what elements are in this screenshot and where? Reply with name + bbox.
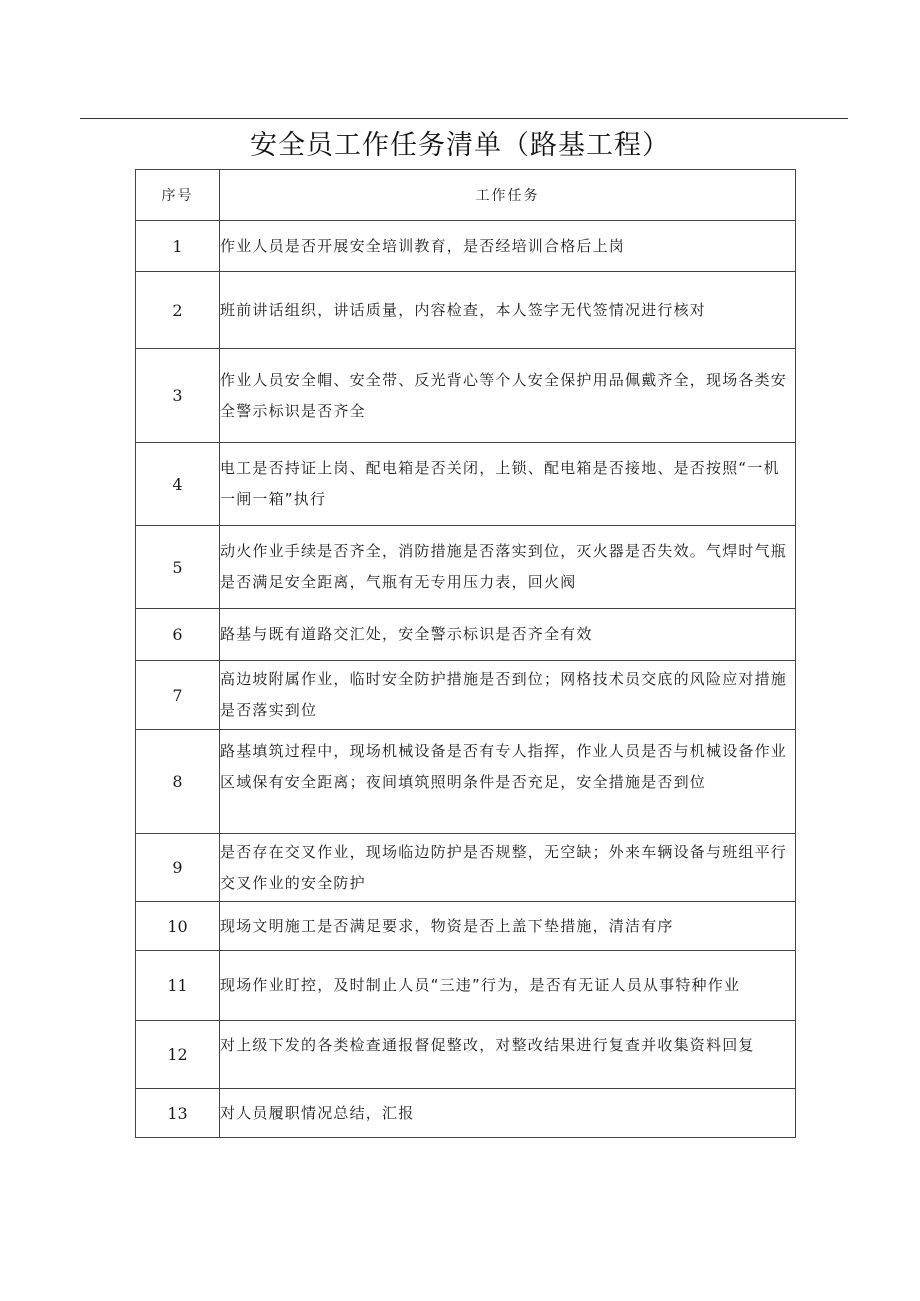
table-row	[136, 349, 796, 443]
column-header-task: 工作任务	[220, 170, 796, 221]
row-number: 1	[136, 221, 220, 272]
row-number: 13	[136, 1089, 220, 1138]
table-row	[136, 730, 796, 834]
row-number: 2	[136, 272, 220, 349]
row-task: 现场作业盯控，及时制止人员“三违”行为，是否有无证人员从事特种作业	[220, 951, 796, 1021]
column-header-no: 序号	[136, 170, 220, 221]
task-table	[135, 169, 796, 1138]
row-task: 作业人员安全帽、安全带、反光背心等个人安全保护用品佩戴齐全，现场各类安全警示标识是否齐全	[220, 349, 796, 443]
row-number: 10	[136, 902, 220, 951]
row-task: 是否存在交叉作业，现场临边防护是否规整，无空缺；外来车辆设备与班组平行交叉作业的安全防护	[220, 834, 796, 902]
row-task: 路基填筑过程中，现场机械设备是否有专人指挥，作业人员是否与机械设备作业区域保有安全距离；夜间填筑照明条件是否充足，安全措施是否到位	[220, 730, 796, 834]
row-number: 12	[136, 1021, 220, 1089]
row-number: 9	[136, 834, 220, 902]
row-number: 4	[136, 443, 220, 526]
table-row	[136, 902, 796, 951]
table-row	[136, 951, 796, 1021]
table-row	[136, 1089, 796, 1138]
row-task: 对人员履职情况总结，汇报	[220, 1089, 796, 1138]
row-task: 高边坡附属作业，临时安全防护措施是否到位；网格技术员交底的风险应对措施是否落实到位	[220, 661, 796, 730]
row-number: 7	[136, 661, 220, 730]
row-task: 动火作业手续是否齐全，消防措施是否落实到位，灭火器是否失效。气焊时气瓶是否满足安全距离，气瓶有无专用压力表，回火阀	[220, 526, 796, 609]
row-task: 作业人员是否开展安全培训教育，是否经培训合格后上岗	[220, 221, 796, 272]
row-number: 11	[136, 951, 220, 1021]
row-task: 对上级下发的各类检查通报督促整改，对整改结果进行复查并收集资料回复	[220, 1021, 796, 1089]
table-row	[136, 1021, 796, 1089]
header-rule	[80, 118, 848, 119]
table-row	[136, 272, 796, 349]
table-row	[136, 834, 796, 902]
table-header-row	[136, 170, 796, 221]
row-task: 路基与既有道路交汇处，安全警示标识是否齐全有效	[220, 609, 796, 661]
table-row	[136, 443, 796, 526]
table-row	[136, 609, 796, 661]
table-row	[136, 661, 796, 730]
row-task: 现场文明施工是否满足要求，物资是否上盖下垫措施，清洁有序	[220, 902, 796, 951]
row-number: 5	[136, 526, 220, 609]
table-row	[136, 526, 796, 609]
table-row	[136, 221, 796, 272]
row-number: 3	[136, 349, 220, 443]
row-number: 6	[136, 609, 220, 661]
row-task: 电工是否持证上岗、配电箱是否关闭，上锁、配电箱是否接地、是否按照“一机一闸一箱”执行	[220, 443, 796, 526]
document-title: 安全员工作任务清单（路基工程）	[250, 130, 670, 161]
row-task: 班前讲话组织，讲话质量，内容检查，本人签字无代签情况进行核对	[220, 272, 796, 349]
row-number: 8	[136, 730, 220, 834]
